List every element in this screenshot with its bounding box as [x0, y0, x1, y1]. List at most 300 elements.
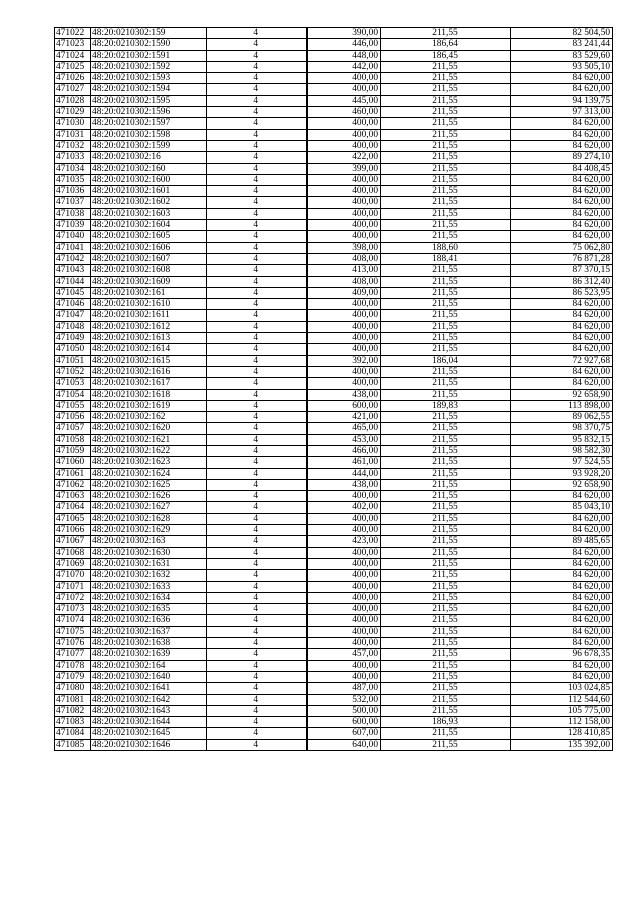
table-row: [55, 491, 613, 502]
table-row: [55, 276, 613, 287]
row-id-cell: 471063: [55, 491, 91, 502]
value-cell: 97 313,00: [511, 107, 613, 118]
category-cell: 4: [207, 479, 307, 490]
category-cell: 4: [207, 355, 307, 366]
row-id-cell: 471043: [55, 265, 91, 276]
table-row: [55, 61, 613, 72]
area-cell: 600,00: [307, 400, 381, 411]
cadastral-number-cell: 48:20:0210302:1617: [91, 378, 207, 389]
rate-cell: 211,55: [381, 107, 511, 118]
value-cell: 84 620,00: [511, 333, 613, 344]
area-cell: 400,00: [307, 671, 381, 682]
value-cell: 84 620,00: [511, 344, 613, 355]
value-cell: 84 620,00: [511, 592, 613, 603]
area-cell: 400,00: [307, 321, 381, 332]
rate-cell: 211,55: [381, 412, 511, 423]
row-id-cell: 471074: [55, 615, 91, 626]
cadastral-number-cell: 48:20:0210302:1620: [91, 423, 207, 434]
table-row: [55, 344, 613, 355]
rate-cell: 211,55: [381, 321, 511, 332]
rate-cell: 211,55: [381, 491, 511, 502]
rate-cell: 211,55: [381, 129, 511, 140]
value-cell: 89 485,65: [511, 536, 613, 547]
cadastral-number-cell: 48:20:0210302:1635: [91, 604, 207, 615]
value-cell: 93 505,10: [511, 61, 613, 72]
cadastral-number-cell: 48:20:0210302:1616: [91, 366, 207, 377]
table-row: [55, 502, 613, 513]
row-id-cell: 471025: [55, 61, 91, 72]
value-cell: 103 024,85: [511, 683, 613, 694]
table-row: [55, 705, 613, 716]
value-cell: 83 529,60: [511, 50, 613, 61]
value-cell: 84 620,00: [511, 491, 613, 502]
cadastral-number-cell: 48:20:0210302:1618: [91, 389, 207, 400]
category-cell: 4: [207, 728, 307, 739]
row-id-cell: 471061: [55, 468, 91, 479]
area-cell: 400,00: [307, 220, 381, 231]
rate-cell: 211,55: [381, 118, 511, 129]
row-id-cell: 471071: [55, 581, 91, 592]
area-cell: 390,00: [307, 28, 381, 39]
value-cell: 98 582,30: [511, 445, 613, 456]
cadastral-number-cell: 48:20:0210302:1641: [91, 683, 207, 694]
table-row: [55, 513, 613, 524]
category-cell: 4: [207, 649, 307, 660]
value-cell: 89 062,55: [511, 412, 613, 423]
table-row: [55, 434, 613, 445]
category-cell: 4: [207, 344, 307, 355]
cadastral-number-cell: 48:20:0210302:1598: [91, 129, 207, 140]
area-cell: 400,00: [307, 197, 381, 208]
row-id-cell: 471040: [55, 231, 91, 242]
area-cell: 607,00: [307, 728, 381, 739]
area-cell: 400,00: [307, 513, 381, 524]
value-cell: 84 620,00: [511, 231, 613, 242]
value-cell: 75 062,80: [511, 242, 613, 253]
value-cell: 112 158,00: [511, 717, 613, 728]
area-cell: 400,00: [307, 660, 381, 671]
cadastral-number-cell: 48:20:0210302:1642: [91, 694, 207, 705]
row-id-cell: 471073: [55, 604, 91, 615]
category-cell: 4: [207, 107, 307, 118]
cadastral-number-cell: 48:20:0210302:1619: [91, 400, 207, 411]
row-id-cell: 471076: [55, 638, 91, 649]
table-row: [55, 186, 613, 197]
row-id-cell: 471055: [55, 400, 91, 411]
table-row: [55, 626, 613, 637]
category-cell: 4: [207, 152, 307, 163]
category-cell: 4: [207, 671, 307, 682]
value-cell: 84 408,45: [511, 163, 613, 174]
row-id-cell: 471036: [55, 186, 91, 197]
area-cell: 408,00: [307, 253, 381, 264]
row-id-cell: 471031: [55, 129, 91, 140]
value-cell: 82 504,50: [511, 28, 613, 39]
table-row: [55, 468, 613, 479]
rate-cell: 211,55: [381, 276, 511, 287]
category-cell: 4: [207, 242, 307, 253]
category-cell: 4: [207, 626, 307, 637]
area-cell: 408,00: [307, 276, 381, 287]
table-row: [55, 445, 613, 456]
table-row: [55, 310, 613, 321]
value-cell: 84 620,00: [511, 581, 613, 592]
category-cell: 4: [207, 660, 307, 671]
table-row: [55, 457, 613, 468]
row-id-cell: 471058: [55, 434, 91, 445]
table-row: [55, 570, 613, 581]
area-cell: 465,00: [307, 423, 381, 434]
area-cell: 500,00: [307, 705, 381, 716]
value-cell: 84 620,00: [511, 525, 613, 536]
cadastral-number-cell: 48:20:0210302:1591: [91, 50, 207, 61]
category-cell: 4: [207, 299, 307, 310]
value-cell: 84 620,00: [511, 73, 613, 84]
data-table: [54, 27, 613, 751]
category-cell: 4: [207, 321, 307, 332]
category-cell: 4: [207, 389, 307, 400]
table-row: [55, 649, 613, 660]
row-id-cell: 471053: [55, 378, 91, 389]
table-row: [55, 107, 613, 118]
rate-cell: 211,55: [381, 378, 511, 389]
cadastral-number-cell: 48:20:0210302:160: [91, 163, 207, 174]
row-id-cell: 471054: [55, 389, 91, 400]
rate-cell: 211,55: [381, 671, 511, 682]
row-id-cell: 471042: [55, 253, 91, 264]
area-cell: 400,00: [307, 491, 381, 502]
category-cell: 4: [207, 287, 307, 298]
value-cell: 135 392,00: [511, 739, 613, 750]
value-cell: 84 620,00: [511, 208, 613, 219]
cadastral-number-cell: 48:20:0210302:1592: [91, 61, 207, 72]
row-id-cell: 471046: [55, 299, 91, 310]
value-cell: 84 620,00: [511, 513, 613, 524]
table-row: [55, 615, 613, 626]
value-cell: 87 370,15: [511, 265, 613, 276]
rate-cell: 211,55: [381, 525, 511, 536]
cadastral-number-cell: 48:20:0210302:1629: [91, 525, 207, 536]
cadastral-number-cell: 48:20:0210302:1627: [91, 502, 207, 513]
value-cell: 84 620,00: [511, 547, 613, 558]
category-cell: 4: [207, 276, 307, 287]
rate-cell: 211,55: [381, 638, 511, 649]
category-cell: 4: [207, 84, 307, 95]
row-id-cell: 471023: [55, 39, 91, 50]
cadastral-number-cell: 48:20:0210302:159: [91, 28, 207, 39]
cadastral-number-cell: 48:20:0210302:1621: [91, 434, 207, 445]
cadastral-number-cell: 48:20:0210302:1625: [91, 479, 207, 490]
cadastral-number-cell: 48:20:0210302:1595: [91, 95, 207, 106]
table-row: [55, 118, 613, 129]
category-cell: 4: [207, 197, 307, 208]
value-cell: 84 620,00: [511, 140, 613, 151]
category-cell: 4: [207, 558, 307, 569]
row-id-cell: 471082: [55, 705, 91, 716]
cadastral-number-cell: 48:20:0210302:1593: [91, 73, 207, 84]
rate-cell: 211,55: [381, 683, 511, 694]
table-row: [55, 265, 613, 276]
value-cell: 83 241,44: [511, 39, 613, 50]
area-cell: 400,00: [307, 615, 381, 626]
category-cell: 4: [207, 491, 307, 502]
rate-cell: 211,55: [381, 649, 511, 660]
area-cell: 446,00: [307, 39, 381, 50]
rate-cell: 186,64: [381, 39, 511, 50]
value-cell: 84 620,00: [511, 378, 613, 389]
row-id-cell: 471084: [55, 728, 91, 739]
table-row: [55, 73, 613, 84]
cadastral-number-cell: 48:20:0210302:1599: [91, 140, 207, 151]
category-cell: 4: [207, 717, 307, 728]
table-row: [55, 581, 613, 592]
row-id-cell: 471047: [55, 310, 91, 321]
table-row: [55, 717, 613, 728]
table-row: [55, 174, 613, 185]
value-cell: 92 658,90: [511, 389, 613, 400]
row-id-cell: 471051: [55, 355, 91, 366]
area-cell: 400,00: [307, 344, 381, 355]
rate-cell: 211,55: [381, 389, 511, 400]
rate-cell: 211,55: [381, 468, 511, 479]
table-row: [55, 547, 613, 558]
table-row: [55, 333, 613, 344]
area-cell: 400,00: [307, 592, 381, 603]
value-cell: 84 620,00: [511, 671, 613, 682]
table-row: [55, 592, 613, 603]
category-cell: 4: [207, 310, 307, 321]
table-row: [55, 50, 613, 61]
row-id-cell: 471080: [55, 683, 91, 694]
category-cell: 4: [207, 253, 307, 264]
rate-cell: 186,45: [381, 50, 511, 61]
row-id-cell: 471079: [55, 671, 91, 682]
value-cell: 84 620,00: [511, 570, 613, 581]
row-id-cell: 471029: [55, 107, 91, 118]
area-cell: 400,00: [307, 570, 381, 581]
table-row: [55, 412, 613, 423]
category-cell: 4: [207, 400, 307, 411]
row-id-cell: 471024: [55, 50, 91, 61]
value-cell: 84 620,00: [511, 310, 613, 321]
row-id-cell: 471039: [55, 220, 91, 231]
category-cell: 4: [207, 581, 307, 592]
rate-cell: 211,55: [381, 626, 511, 637]
value-cell: 112 544,60: [511, 694, 613, 705]
cadastral-number-cell: 48:20:0210302:1603: [91, 208, 207, 219]
area-cell: 438,00: [307, 479, 381, 490]
area-cell: 400,00: [307, 558, 381, 569]
area-cell: 457,00: [307, 649, 381, 660]
value-cell: 128 410,85: [511, 728, 613, 739]
area-cell: 400,00: [307, 581, 381, 592]
area-cell: 400,00: [307, 140, 381, 151]
area-cell: 461,00: [307, 457, 381, 468]
row-id-cell: 471044: [55, 276, 91, 287]
table-body: [55, 28, 613, 751]
category-cell: 4: [207, 536, 307, 547]
cadastral-number-cell: 48:20:0210302:1646: [91, 739, 207, 750]
category-cell: 4: [207, 445, 307, 456]
value-cell: 84 620,00: [511, 321, 613, 332]
category-cell: 4: [207, 366, 307, 377]
area-cell: 438,00: [307, 389, 381, 400]
row-id-cell: 471049: [55, 333, 91, 344]
row-id-cell: 471028: [55, 95, 91, 106]
value-cell: 84 620,00: [511, 186, 613, 197]
cadastral-number-cell: 48:20:0210302:164: [91, 660, 207, 671]
table-row: [55, 423, 613, 434]
row-id-cell: 471026: [55, 73, 91, 84]
category-cell: 4: [207, 118, 307, 129]
cadastral-number-cell: 48:20:0210302:1606: [91, 242, 207, 253]
table-row: [55, 558, 613, 569]
table-row: [55, 660, 613, 671]
value-cell: 84 620,00: [511, 615, 613, 626]
cadastral-number-cell: 48:20:0210302:1637: [91, 626, 207, 637]
category-cell: 4: [207, 739, 307, 750]
table-row: [55, 378, 613, 389]
category-cell: 4: [207, 95, 307, 106]
row-id-cell: 471067: [55, 536, 91, 547]
cadastral-number-cell: 48:20:0210302:1609: [91, 276, 207, 287]
cadastral-number-cell: 48:20:0210302:1633: [91, 581, 207, 592]
value-cell: 84 620,00: [511, 638, 613, 649]
category-cell: 4: [207, 683, 307, 694]
area-cell: 400,00: [307, 547, 381, 558]
rate-cell: 211,55: [381, 513, 511, 524]
row-id-cell: 471041: [55, 242, 91, 253]
table-row: [55, 140, 613, 151]
rate-cell: 186,93: [381, 717, 511, 728]
table-row: [55, 253, 613, 264]
rate-cell: 211,55: [381, 299, 511, 310]
row-id-cell: 471066: [55, 525, 91, 536]
category-cell: 4: [207, 705, 307, 716]
row-id-cell: 471034: [55, 163, 91, 174]
value-cell: 96 678,35: [511, 649, 613, 660]
category-cell: 4: [207, 525, 307, 536]
rate-cell: 211,55: [381, 95, 511, 106]
row-id-cell: 471030: [55, 118, 91, 129]
table-row: [55, 683, 613, 694]
row-id-cell: 471059: [55, 445, 91, 456]
table-row: [55, 208, 613, 219]
rate-cell: 211,55: [381, 28, 511, 39]
area-cell: 448,00: [307, 50, 381, 61]
value-cell: 84 620,00: [511, 660, 613, 671]
row-id-cell: 471033: [55, 152, 91, 163]
rate-cell: 211,55: [381, 615, 511, 626]
area-cell: 460,00: [307, 107, 381, 118]
category-cell: 4: [207, 468, 307, 479]
cadastral-number-cell: 48:20:0210302:163: [91, 536, 207, 547]
category-cell: 4: [207, 502, 307, 513]
table-row: [55, 163, 613, 174]
table-row: [55, 84, 613, 95]
table-row: [55, 479, 613, 490]
rate-cell: 211,55: [381, 231, 511, 242]
cadastral-number-cell: 48:20:0210302:1615: [91, 355, 207, 366]
value-cell: 113 898,00: [511, 400, 613, 411]
row-id-cell: 471022: [55, 28, 91, 39]
table-row: [55, 152, 613, 163]
cadastral-number-cell: 48:20:0210302:1623: [91, 457, 207, 468]
area-cell: 600,00: [307, 717, 381, 728]
value-cell: 105 775,00: [511, 705, 613, 716]
rate-cell: 188,60: [381, 242, 511, 253]
area-cell: 400,00: [307, 208, 381, 219]
area-cell: 400,00: [307, 129, 381, 140]
table-row: [55, 220, 613, 231]
area-cell: 400,00: [307, 366, 381, 377]
row-id-cell: 471069: [55, 558, 91, 569]
rate-cell: 211,55: [381, 186, 511, 197]
area-cell: 398,00: [307, 242, 381, 253]
cadastral-number-cell: 48:20:0210302:1611: [91, 310, 207, 321]
cadastral-number-cell: 48:20:0210302:1614: [91, 344, 207, 355]
table-row: [55, 39, 613, 50]
table-row: [55, 739, 613, 750]
rate-cell: 211,55: [381, 457, 511, 468]
category-cell: 4: [207, 163, 307, 174]
value-cell: 94 139,75: [511, 95, 613, 106]
rate-cell: 211,55: [381, 197, 511, 208]
cadastral-number-cell: 48:20:0210302:1628: [91, 513, 207, 524]
table-row: [55, 231, 613, 242]
rate-cell: 211,55: [381, 705, 511, 716]
rate-cell: 211,55: [381, 445, 511, 456]
category-cell: 4: [207, 174, 307, 185]
area-cell: 640,00: [307, 739, 381, 750]
area-cell: 392,00: [307, 355, 381, 366]
area-cell: 400,00: [307, 299, 381, 310]
table-row: [55, 299, 613, 310]
value-cell: 84 620,00: [511, 626, 613, 637]
area-cell: 400,00: [307, 638, 381, 649]
value-cell: 93 928,20: [511, 468, 613, 479]
cadastral-number-cell: 48:20:0210302:16: [91, 152, 207, 163]
area-cell: 400,00: [307, 378, 381, 389]
category-cell: 4: [207, 592, 307, 603]
row-id-cell: 471075: [55, 626, 91, 637]
row-id-cell: 471062: [55, 479, 91, 490]
row-id-cell: 471027: [55, 84, 91, 95]
area-cell: 487,00: [307, 683, 381, 694]
table-row: [55, 287, 613, 298]
rate-cell: 211,55: [381, 558, 511, 569]
cadastral-number-cell: 48:20:0210302:1602: [91, 197, 207, 208]
cadastral-number-cell: 48:20:0210302:1596: [91, 107, 207, 118]
rate-cell: 211,55: [381, 287, 511, 298]
table-row: [55, 536, 613, 547]
cadastral-number-cell: 48:20:0210302:1608: [91, 265, 207, 276]
rate-cell: 189,83: [381, 400, 511, 411]
row-id-cell: 471038: [55, 208, 91, 219]
row-id-cell: 471056: [55, 412, 91, 423]
area-cell: 532,00: [307, 694, 381, 705]
cadastral-number-cell: 48:20:0210302:1607: [91, 253, 207, 264]
rate-cell: 211,55: [381, 581, 511, 592]
cadastral-number-cell: 48:20:0210302:1622: [91, 445, 207, 456]
category-cell: 4: [207, 50, 307, 61]
area-cell: 413,00: [307, 265, 381, 276]
category-cell: 4: [207, 513, 307, 524]
rate-cell: 211,55: [381, 694, 511, 705]
category-cell: 4: [207, 615, 307, 626]
cadastral-number-cell: 48:20:0210302:1643: [91, 705, 207, 716]
cadastral-number-cell: 48:20:0210302:1645: [91, 728, 207, 739]
